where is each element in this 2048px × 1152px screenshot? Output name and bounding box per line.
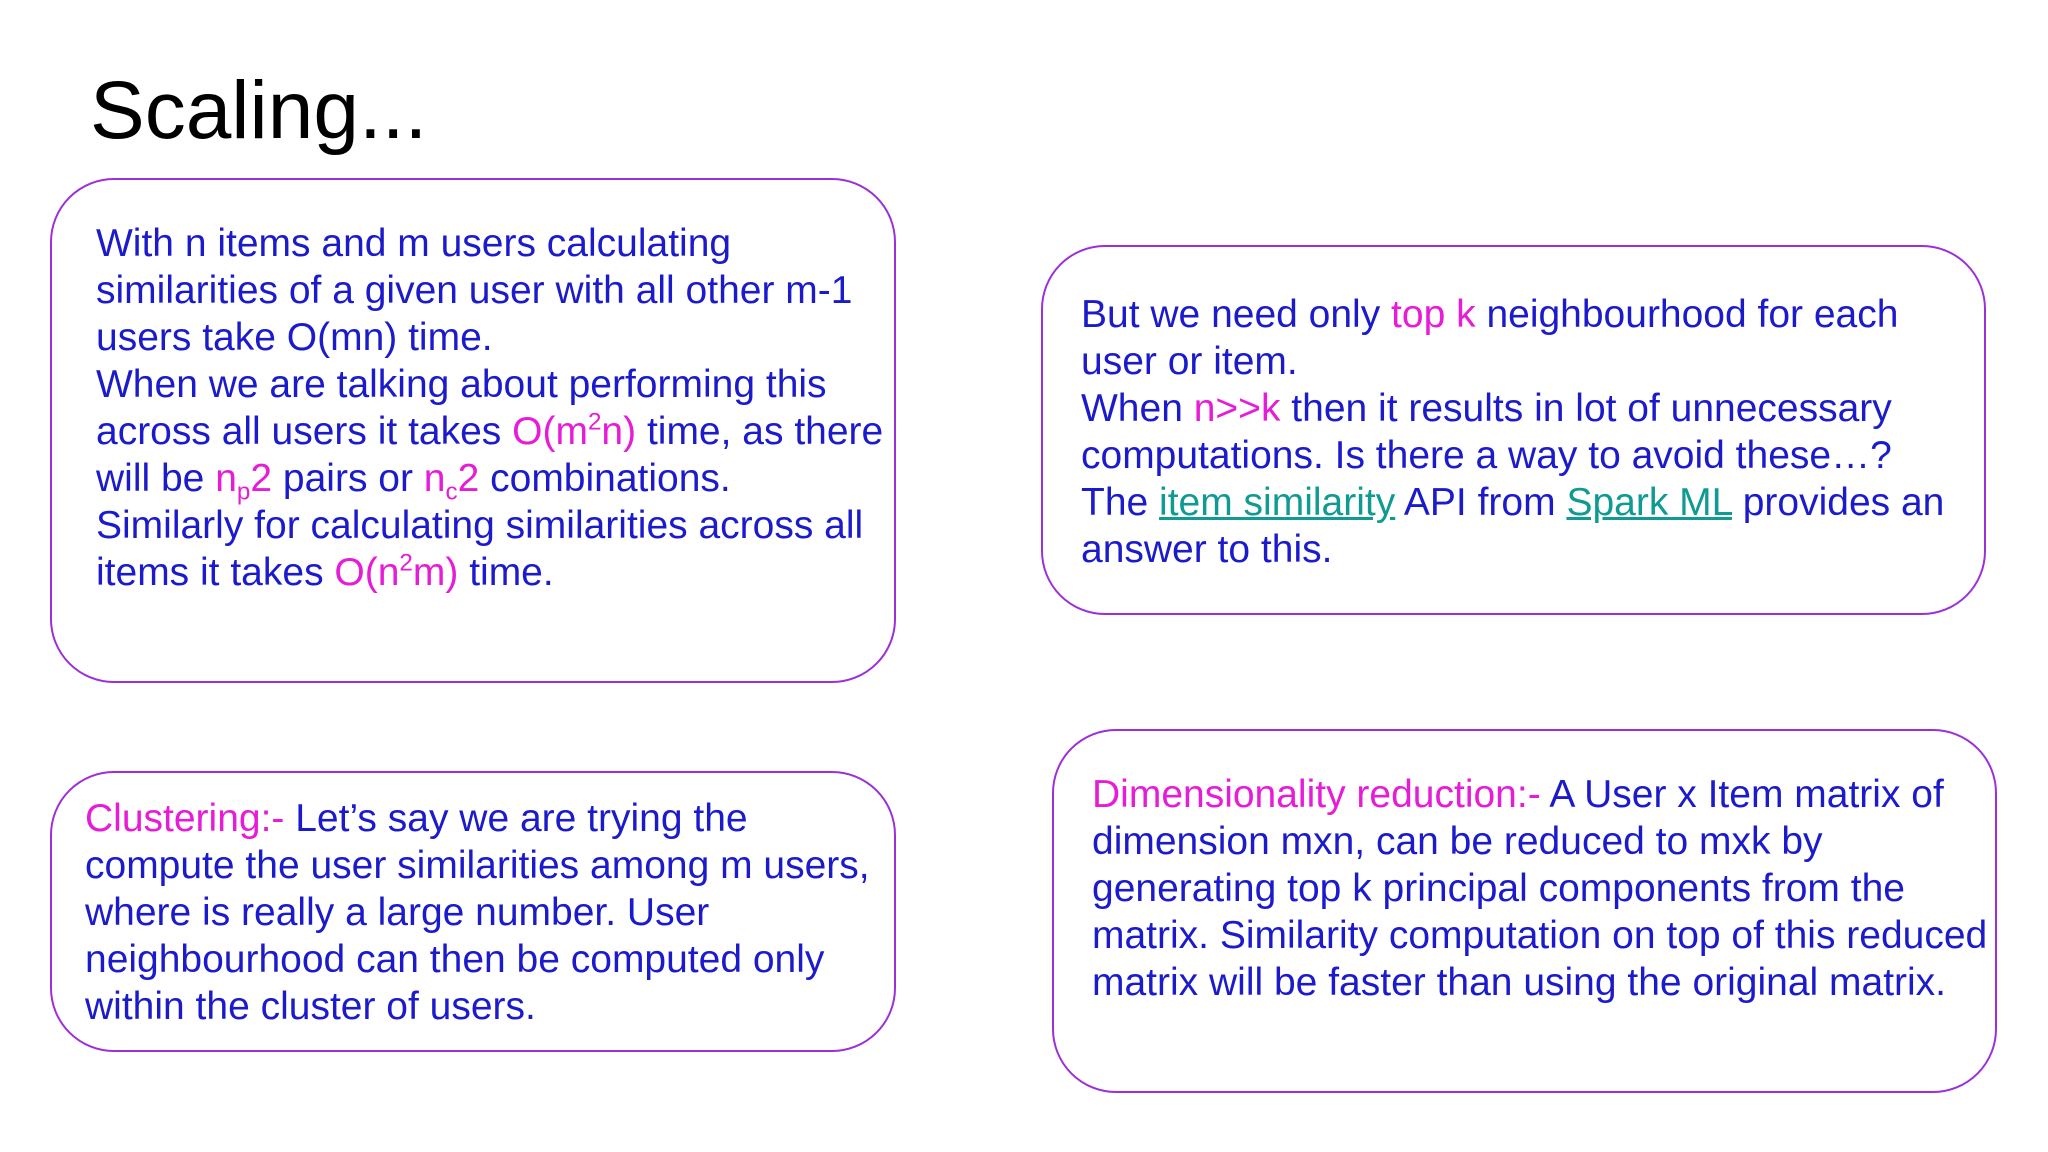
slide-title: Scaling... [90,65,428,156]
dimensionality-reduction-box [1052,729,1997,1093]
item-similarity-link[interactable]: item similarity [1159,481,1396,524]
complexity-box [50,178,896,683]
highlight-combinations: $n_c2$ [423,457,480,506]
clustering-box [50,771,896,1052]
clustering-heading: Clustering:- [85,797,285,840]
top-k-paragraph-2: When n>>k then it results in lot of unnecessary computations. Is there a way to avoid these…? [1081,387,1892,477]
highlight-pairs: $n_p2$ [215,457,273,506]
spark-ml-link[interactable]: Spark ML [1566,481,1732,524]
clustering-paragraph: Clustering:- Let’s say we are trying the compute the user similarities among m users, where is really a large number. User neighbourhood can then be computed only within the cluster of users. [85,797,870,1028]
highlight-top-k: top k [1391,293,1476,336]
top-k-box [1041,245,1986,615]
highlight-n-gg-k: n>>k [1193,387,1281,430]
complexity-paragraph-1: With n items and m users calculating similarities of a given user with all other m-1 users take O(mn) time. [96,222,853,359]
highlight-users-complexity: $O(m^2n)$ [512,408,637,453]
highlight-items-complexity: $O(n^2m)$ [334,549,459,594]
complexity-paragraph-3: Similarly for calculating similarities across all items it takes $O(n^2m)$ time. [96,504,864,594]
complexity-paragraph-2: When we are talking about performing this across all users it takes $O(m^2n)$ time, as there will be $n_p2$ pairs or $n_c2$ combinations. [96,363,884,506]
dimensionality-heading: Dimensionality reduction:- [1092,773,1541,816]
top-k-paragraph-3: The item similarity API from Spark ML provides an answer to this. [1081,481,1945,571]
top-k-paragraph-1: But we need only top k neighbourhood for each user or item. [1081,293,1899,383]
dimensionality-paragraph: Dimensionality reduction:- A User x Item matrix of dimension mxn, can be reduced to mxk by generating top k principal components from the matrix. Similarity computation on top of this reduced matrix will be faster than using the original matrix. [1092,773,1988,1004]
